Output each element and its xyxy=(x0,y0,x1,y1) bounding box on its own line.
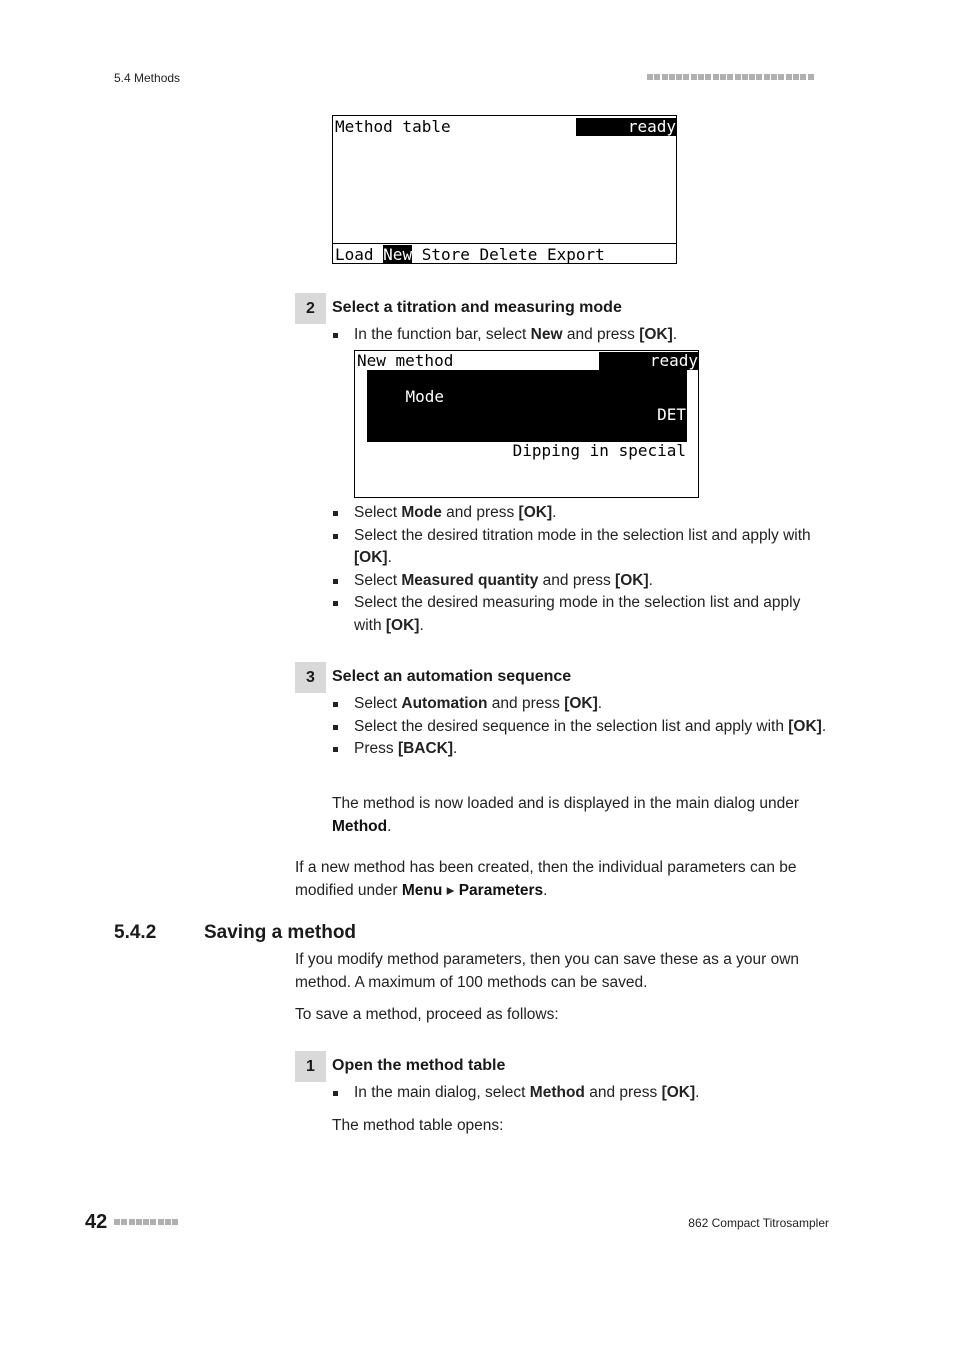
header-dot-bar xyxy=(647,74,815,80)
param-value: Dipping in special xyxy=(512,441,686,460)
decor-dot xyxy=(771,74,777,80)
decor-dot xyxy=(114,1219,120,1225)
list-item: Select the desired titration mode in the selection list and apply with [OK]. xyxy=(332,525,832,570)
decor-dot xyxy=(713,74,719,80)
decor-dot xyxy=(150,1219,156,1225)
load-button[interactable]: Load xyxy=(335,245,374,264)
step2-bullets-b xyxy=(332,502,832,637)
section-paragraph: If you modify method parameters, then you can save these as a your own method. A maximum of 100 methods can be saved. xyxy=(295,951,800,991)
decor-dot xyxy=(698,74,704,80)
step1-note: The method table opens: xyxy=(332,1117,504,1134)
export-button[interactable]: Export xyxy=(546,245,605,264)
list-item: Select Automation and press [OK]. xyxy=(332,693,832,716)
decor-dot xyxy=(172,1219,178,1225)
decor-dot xyxy=(654,74,660,80)
step3-note: The method is now loaded and is displayed in the main dialog under Method. xyxy=(332,795,800,835)
decor-dot xyxy=(647,74,653,80)
delete-button[interactable]: Delete xyxy=(479,245,538,264)
decor-dot xyxy=(121,1219,127,1225)
list-item: In the function bar, select New and press [OK]. xyxy=(332,324,832,347)
method-table-screen xyxy=(332,115,677,264)
section-paragraph: To save a method, proceed as follows: xyxy=(295,1006,559,1023)
new-method-screen xyxy=(354,350,699,498)
step-title: Select an automation sequence xyxy=(332,668,572,685)
param-value: DET xyxy=(657,405,686,424)
list-item: Select the desired measuring mode in the selection list and apply with [OK]. xyxy=(332,592,832,637)
list-item: Select the desired sequence in the selection list and apply with [OK]. xyxy=(332,716,832,739)
param-value: pH xyxy=(666,423,686,442)
section-number: 5.4.2 xyxy=(114,922,157,943)
param-label: Automation xyxy=(405,423,502,442)
footer-dot-bar xyxy=(114,1219,180,1225)
decor-dot xyxy=(764,74,770,80)
step2-bullets-a xyxy=(332,324,832,347)
decor-dot xyxy=(786,74,792,80)
decor-dot xyxy=(705,74,711,80)
paragraph-new-method: If a new method has been created, then the individual parameters can be modified under Menu ▸ Parameters. xyxy=(295,859,797,899)
step3-bullets xyxy=(332,693,832,761)
section-title: Saving a method xyxy=(204,922,357,943)
screen-title: New method xyxy=(357,351,454,370)
decor-dot xyxy=(669,74,675,80)
step-number: 3 xyxy=(295,662,326,693)
step1-bullets xyxy=(332,1082,832,1105)
decor-dot xyxy=(691,74,697,80)
step-title: Open the method table xyxy=(332,1057,506,1074)
decor-dot xyxy=(676,74,682,80)
decor-dot xyxy=(683,74,689,80)
param-row-automation[interactable] xyxy=(367,406,687,478)
decor-dot xyxy=(165,1219,171,1225)
step-number: 2 xyxy=(295,293,326,324)
decor-dot xyxy=(136,1219,142,1225)
step-title: Select a titration and measuring mode xyxy=(332,299,622,316)
decor-dot xyxy=(727,74,733,80)
store-button[interactable]: Store xyxy=(421,245,470,264)
screen-title: Method table xyxy=(335,117,451,136)
running-header-section: 5.4 Methods xyxy=(114,71,181,85)
decor-dot xyxy=(793,74,799,80)
product-name: 862 Compact Titrosampler xyxy=(688,1216,829,1230)
status-indicator: ready xyxy=(599,352,698,370)
decor-dot xyxy=(143,1219,149,1225)
list-item: In the main dialog, select Method and press [OK]. xyxy=(332,1082,832,1105)
decor-dot xyxy=(158,1219,164,1225)
list-item: Select Measured quantity and press [OK]. xyxy=(332,570,832,593)
decor-dot xyxy=(129,1219,135,1225)
decor-dot xyxy=(778,74,784,80)
param-label: Mode xyxy=(405,387,445,406)
step-number: 1 xyxy=(295,1051,326,1082)
function-bar-divider xyxy=(333,243,676,244)
decor-dot xyxy=(735,74,741,80)
decor-dot xyxy=(749,74,755,80)
status-indicator: ready xyxy=(576,118,676,136)
list-item: Press [BACK]. xyxy=(332,738,832,761)
decor-dot xyxy=(756,74,762,80)
decor-dot xyxy=(742,74,748,80)
decor-dot xyxy=(808,74,814,80)
decor-dot xyxy=(720,74,726,80)
list-item: Select Mode and press [OK]. xyxy=(332,502,832,525)
decor-dot xyxy=(662,74,668,80)
function-bar xyxy=(335,246,605,264)
page-number: 42 xyxy=(85,1211,108,1233)
new-button[interactable]: New xyxy=(383,245,413,264)
param-label: Measured quantity xyxy=(405,405,570,424)
decor-dot xyxy=(800,74,806,80)
